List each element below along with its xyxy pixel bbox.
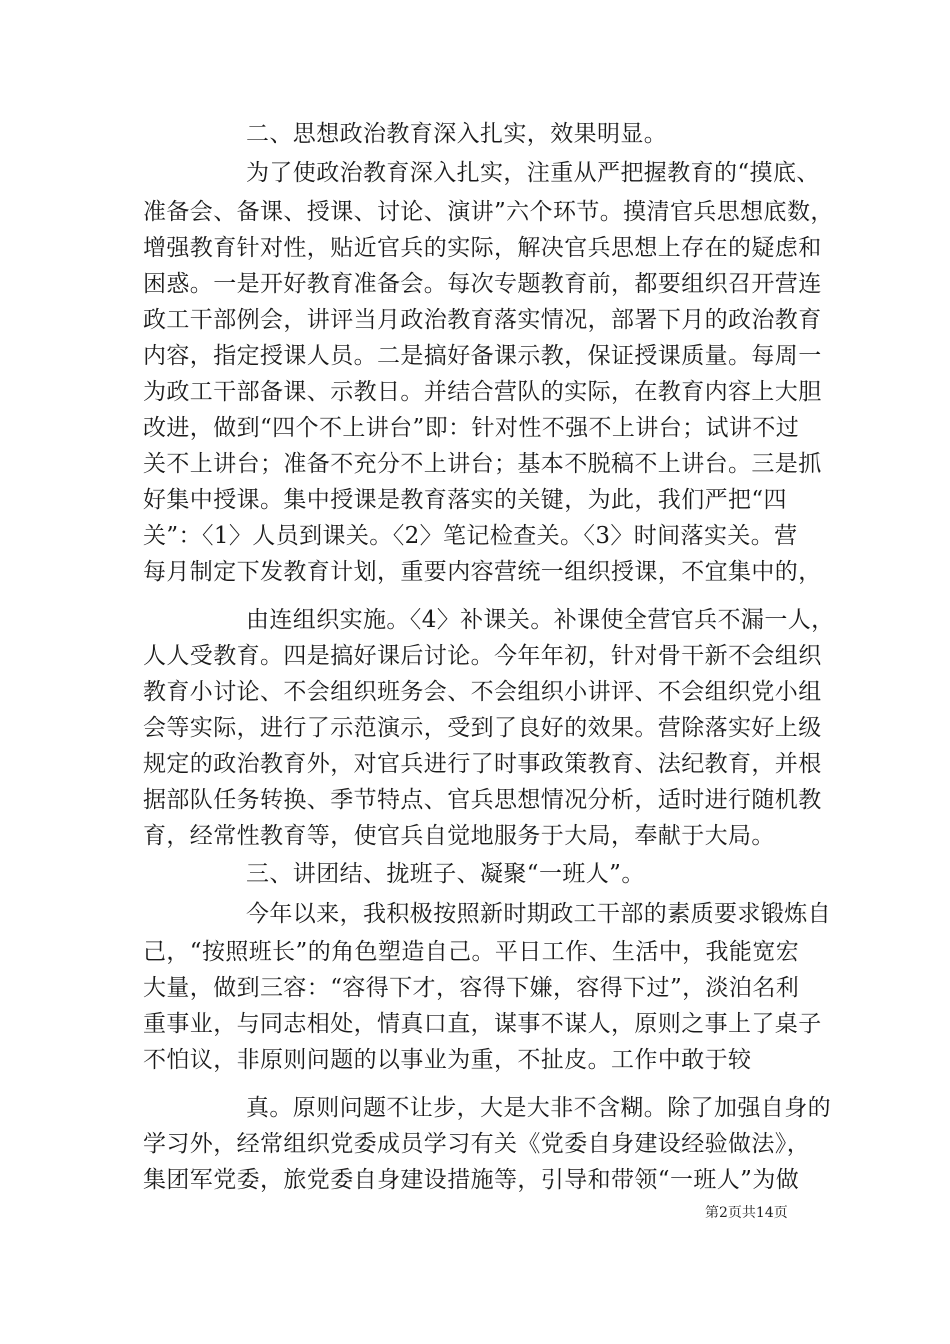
paragraph-line: 每月制定下发教育计划，重要内容营统一组织授课，不宜集中的， [143,559,822,585]
paragraph-line: 重事业，与同志相处，情真口直，谋事不谋人，原则之事上了桌子 [143,1011,822,1037]
section-heading-2: 二、思想政治教育深入扎实，效果明显。 [246,121,668,147]
paragraph-line: 今年以来，我积极按照新时期政工干部的素质要求锻炼自 [246,901,831,927]
paragraph-line: 真。原则问题不让步，大是大非不含糊。除了加强自身的 [246,1095,831,1121]
paragraph-line: 己，“按照班长”的角色塑造自己。平日工作、生活中，我能宽宏 [143,939,800,965]
paragraph-line: 准备会、备课、授课、讨论、演讲”六个环节。摸清官兵思想底数， [143,199,834,225]
paragraph-line: 关不上讲台；准备不充分不上讲台；基本不脱稿不上讲台。三是抓 [143,451,822,477]
paragraph-line: 人人受教育。四是搞好课后讨论。今年年初，针对骨干新不会组织 [143,643,822,669]
paragraph-line: 由连组织实施。〈4〉补课关。补课使全营官兵不漏一人， [246,607,835,633]
paragraph-line: 为了使政治教育深入扎实，注重从严把握教育的“摸底、 [246,160,820,186]
paragraph-line: 会等实际，进行了示范演示，受到了良好的效果。营除落实好上级 [143,715,822,741]
paragraph-line: 为政工干部备课、示教日。并结合营队的实际，在教育内容上大胆 [143,379,822,405]
paragraph-line: 集团军党委，旅党委自身建设措施等，引导和带领“一班人”为做 [143,1167,800,1193]
page-number: 第2页共14页 [705,1205,788,1221]
paragraph-line: 政工干部例会，讲评当月政治教育落实情况，部署下月的政治教育 [143,307,822,333]
paragraph-line: 育，经常性教育等，使官兵自觉地服务于大局，奉献于大局。 [143,823,775,849]
paragraph-line: 内容，指定授课人员。二是搞好备课示教，保证授课质量。每周一 [143,343,822,369]
paragraph-line: 困惑。一是开好教育准备会。每次专题教育前，都要组织召开营连 [143,271,822,297]
paragraph-line: 增强教育针对性，贴近官兵的实际，解决官兵思想上存在的疑虑和 [143,235,822,261]
paragraph-line: 大量，做到三容：“容得下才，容得下嫌，容得下过”，淡泊名利 [143,975,800,1001]
paragraph-line: 好集中授课。集中授课是教育落实的关键，为此，我们严把“四 [143,487,787,513]
paragraph-line: 学习外，经常组织党委成员学习有关《党委自身建设经验做法》， [143,1131,811,1157]
paragraph-line: 规定的政治教育外，对官兵进行了时事政策教育、法纪教育，并根 [143,751,822,777]
section-heading-3: 三、讲团结、拢班子、凝聚“一班人”。 [246,861,645,887]
paragraph-line: 改进，做到“四个不上讲台”即：针对性不强不上讲台；试讲不过 [143,415,800,441]
paragraph-line: 不怕议，非原则问题的以事业为重，不扯皮。工作中敢于较 [143,1047,752,1073]
paragraph-line: 关”：〈1〉人员到课关。〈2〉笔记检查关。〈3〉时间落实关。营 [143,523,798,549]
paragraph-line: 据部队任务转换、季节特点、官兵思想情况分析，适时进行随机教 [143,787,822,813]
paragraph-line: 教育小讨论、不会组织班务会、不会组织小讲评、不会组织党小组 [143,679,822,705]
